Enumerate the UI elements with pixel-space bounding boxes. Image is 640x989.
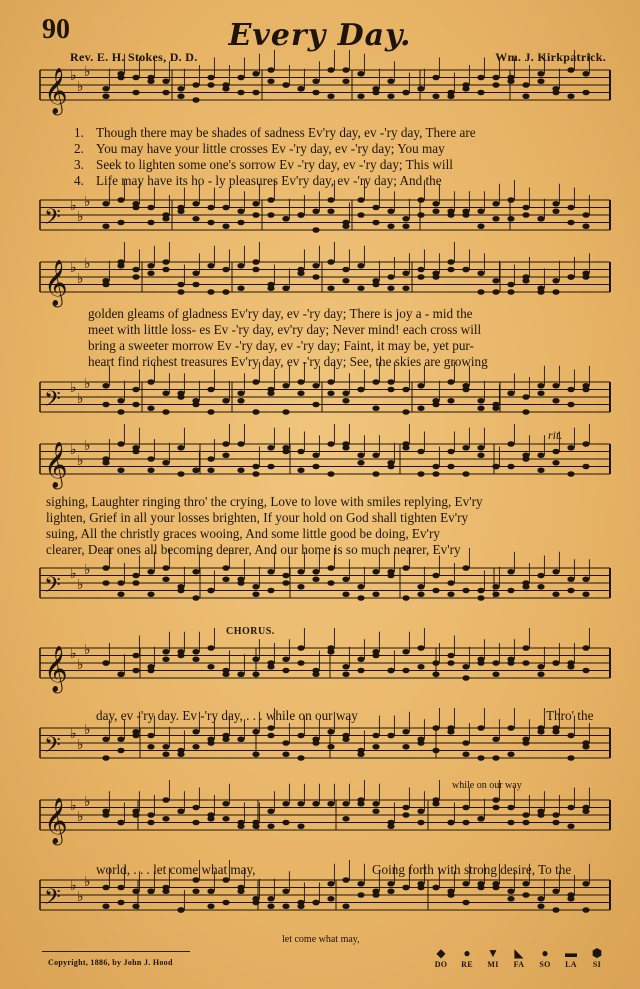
ritardando-mark: rit. — [548, 428, 563, 442]
verse-line: suing, All the christly graces wooing, And some little good be doing, Ev'ry — [46, 526, 440, 541]
svg-text:♭: ♭ — [84, 438, 91, 454]
svg-text:𝄞: 𝄞 — [44, 646, 68, 692]
mi-shape-icon: ▼ — [487, 946, 499, 960]
svg-text:♭: ♭ — [70, 260, 77, 276]
svg-text:♭: ♭ — [77, 657, 84, 673]
svg-text:♭: ♭ — [70, 380, 77, 396]
svg-text:♭: ♭ — [84, 722, 91, 738]
verse-line: 4. Life may have its ho - ly pleasures Ev'ry day, ev -'ry day; And the — [74, 173, 442, 188]
svg-text:♭: ♭ — [84, 642, 91, 658]
verse-line: 1. Though there may be shades of sadness Ev'ry day, ev -'ry day, There are — [74, 125, 476, 140]
verse-line: clearer, Dear ones all becoming dearer, And our home is so much nearer, Ev'ry — [46, 542, 461, 557]
svg-text:𝄢: 𝄢 — [44, 885, 61, 915]
so-shape-icon: ● — [541, 946, 549, 960]
solfege-fa: ◣ FA — [504, 946, 534, 969]
chorus-label: CHORUS. — [226, 626, 275, 637]
svg-text:♭: ♭ — [70, 198, 77, 214]
svg-text:♭: ♭ — [84, 64, 91, 80]
svg-text:♭: ♭ — [70, 566, 77, 582]
svg-text:♭: ♭ — [77, 209, 84, 225]
svg-text:♭: ♭ — [77, 271, 84, 287]
copyright-notice: Copyright, 1886, by John J. Hood — [48, 958, 173, 967]
solfege-mi: ▼ MI — [478, 946, 508, 969]
svg-text:𝄞: 𝄞 — [44, 68, 68, 114]
verse-line: golden gleams of gladness Ev'ry day, ev -'ry day; There is joy a - mid the — [88, 306, 473, 321]
footer-rule — [42, 951, 190, 952]
svg-text:♭: ♭ — [70, 798, 77, 814]
svg-text:♭: ♭ — [84, 256, 91, 272]
lyricist-credit: Rev. E. H. Stokes, D. D. — [70, 50, 198, 64]
verse-line: bring a sweeter morrow Ev -'ry day, ev -'ry day; Faint, it may be, yet pur- — [88, 338, 474, 353]
svg-text:♭: ♭ — [70, 878, 77, 894]
verse-line: 3. Seek to lighten some one's sorrow Ev -'ry day, ev -'ry day; This will — [74, 157, 453, 172]
solfege-so: ● SO — [530, 946, 560, 969]
verse-line: lighten, Grief in all your losses brighten, If your hold on God shall tighten Ev'ry — [46, 510, 469, 525]
svg-text:𝄢: 𝄢 — [44, 387, 61, 417]
svg-text:𝄢: 𝄢 — [44, 205, 61, 235]
solfege-si: ⬢ SI — [582, 946, 612, 969]
chorus-line: day, ev -'ry day. Ev -'ry day, . . . while on our way — [96, 708, 358, 723]
page-number: 90 — [42, 14, 70, 45]
si-shape-icon: ⬢ — [591, 946, 603, 960]
svg-text:♭: ♭ — [77, 79, 84, 95]
chorus-line-end: Thro' the — [546, 708, 594, 723]
svg-text:♭: ♭ — [70, 68, 77, 84]
bass-lyric: while on our way — [452, 780, 522, 791]
svg-text:𝄞: 𝄞 — [44, 442, 68, 488]
verse-line: sighing, Laughter ringing thro' the crying, Love to love with smiles replying, Ev'ry — [46, 494, 483, 509]
svg-text:♭: ♭ — [84, 794, 91, 810]
solfege-re: ● RE — [452, 946, 482, 969]
svg-text:♭: ♭ — [70, 442, 77, 458]
svg-text:𝄞: 𝄞 — [44, 798, 68, 844]
chorus-line-mid: Going forth with strong desire, To the — [372, 862, 572, 877]
bass-lyric: let come what may, — [282, 934, 360, 945]
svg-text:𝄞: 𝄞 — [44, 260, 68, 306]
re-shape-icon: ● — [463, 946, 471, 960]
svg-text:♭: ♭ — [77, 391, 84, 407]
svg-text:𝄢: 𝄢 — [44, 733, 61, 763]
chorus-line: world, . . . let come what may, — [96, 862, 256, 877]
svg-text:♭: ♭ — [84, 376, 91, 392]
verse-line: meet with little loss- es Ev -'ry day, ev'ry day; Never mind! each cross will — [88, 322, 482, 337]
composer-credit: Wm. J. Kirkpatrick. — [495, 50, 606, 64]
verse-line: 2. You may have your little crosses Ev -'ry day, ev -'ry day; You may — [74, 141, 445, 156]
svg-text:♭: ♭ — [84, 562, 91, 578]
svg-text:♭: ♭ — [77, 453, 84, 469]
do-shape-icon: ◆ — [436, 946, 446, 960]
solfege-do: ◆ DO — [426, 946, 456, 969]
fa-shape-icon: ◣ — [514, 946, 524, 960]
svg-text:♭: ♭ — [77, 737, 84, 753]
svg-text:♭: ♭ — [70, 646, 77, 662]
la-shape-icon: ▬ — [565, 946, 577, 960]
solfege-la: ▬ LA — [556, 946, 586, 969]
svg-text:♭: ♭ — [70, 726, 77, 742]
svg-text:♭: ♭ — [84, 194, 91, 210]
svg-text:♭: ♭ — [77, 809, 84, 825]
song-title: Every Day. — [228, 18, 412, 53]
svg-text:♭: ♭ — [84, 874, 91, 890]
svg-text:♭: ♭ — [77, 577, 84, 593]
svg-text:♭: ♭ — [77, 889, 84, 905]
verse-line: heart find richest treasures Ev'ry day, ev -'ry day; See, the skies are growing — [88, 354, 488, 369]
svg-text:𝄢: 𝄢 — [44, 573, 61, 603]
